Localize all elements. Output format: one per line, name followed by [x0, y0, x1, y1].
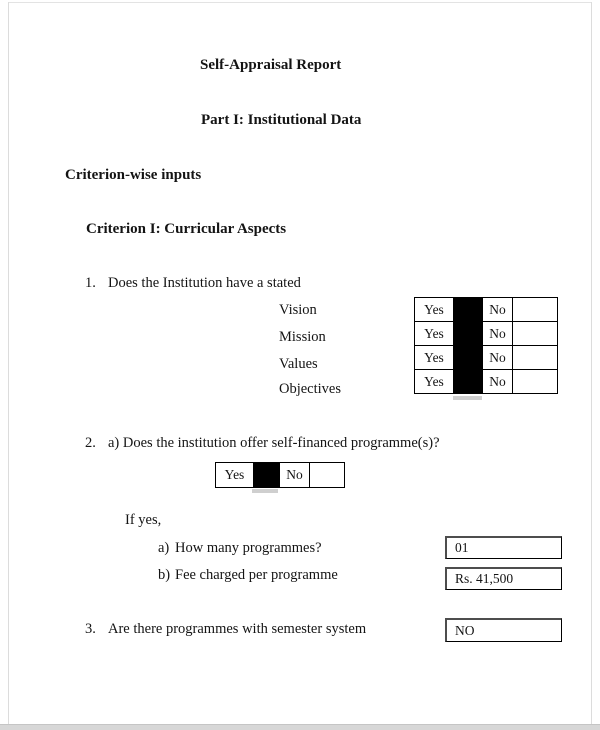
q1-mission-no-checkbox-empty[interactable]	[513, 322, 558, 346]
q1-values-no-checkbox-empty[interactable]	[513, 346, 558, 370]
q2-if-yes-label: If yes,	[125, 512, 162, 528]
q2a-answer-field[interactable]: 01	[445, 536, 562, 559]
q1-objectives-yes-label: Yes	[415, 370, 454, 394]
q2-yes-no-table	[215, 462, 345, 488]
question-3-number: 3.	[85, 621, 96, 637]
q1-values-yes-label: Yes	[415, 346, 454, 370]
question-1-text: Does the Institution have a stated	[108, 275, 301, 291]
question-3-text: Are there programmes with semester system	[108, 621, 367, 637]
q2-no-checkbox-empty[interactable]	[310, 463, 345, 488]
q1-values-yes-checkbox-filled[interactable]	[454, 346, 483, 370]
question-1-number: 1.	[85, 275, 96, 291]
q2-sub-a-text: How many programmes?	[175, 540, 322, 556]
q1-objectives-no-checkbox-empty[interactable]	[513, 370, 558, 394]
question-2	[85, 435, 440, 452]
q1-mission-yes-label: Yes	[415, 322, 454, 346]
q1-vision-yes-checkbox-filled[interactable]	[454, 298, 483, 322]
q1-vision-yes-label: Yes	[415, 298, 454, 322]
table-row	[216, 463, 345, 488]
q1-mission-yes-checkbox-filled[interactable]	[454, 322, 483, 346]
page-edge-top	[8, 2, 592, 3]
question-2-number: 2.	[85, 435, 96, 451]
q2-sub-b-letter: b)	[158, 567, 171, 583]
section-heading: Criterion-wise inputs	[65, 167, 202, 183]
q1-yes-no-table	[414, 297, 558, 394]
question-3	[85, 621, 366, 638]
q2-sub-a-letter: a)	[158, 540, 170, 556]
question-1	[85, 275, 301, 292]
q1-values-no-label: No	[483, 346, 513, 370]
q1-objectives-no-label: No	[483, 370, 513, 394]
q1-objectives-yes-checkbox-filled[interactable]	[454, 370, 483, 394]
criterion-heading: Criterion I: Curricular Aspects	[86, 221, 287, 237]
q1-label-mission: Mission	[279, 329, 326, 345]
report-title: Self-Appraisal Report	[200, 57, 342, 73]
question-2-text: a) Does the institution offer self-financed programme(s)?	[108, 435, 440, 451]
q2-sub-b	[158, 567, 338, 584]
checkbox-shadow	[453, 396, 482, 400]
table-row	[415, 322, 558, 346]
q2-yes-checkbox-filled[interactable]	[254, 463, 280, 488]
q1-mission-no-label: No	[483, 322, 513, 346]
q3-answer-field[interactable]: NO	[445, 618, 562, 642]
q1-vision-no-label: No	[483, 298, 513, 322]
q2-sub-b-text: Fee charged per programme	[175, 567, 338, 583]
q1-vision-no-checkbox-empty[interactable]	[513, 298, 558, 322]
checkbox-shadow	[252, 489, 278, 493]
q1-label-vision: Vision	[279, 302, 317, 318]
table-row	[415, 370, 558, 394]
q1-label-objectives: Objectives	[279, 381, 342, 397]
table-row	[415, 346, 558, 370]
part-heading: Part I: Institutional Data	[201, 112, 362, 128]
page-bottom-strip	[0, 724, 600, 730]
page-edge-right	[591, 2, 592, 725]
q2-sub-a	[158, 540, 322, 557]
q1-label-values: Values	[279, 356, 318, 372]
q2-yes-label: Yes	[216, 463, 254, 488]
q2-no-label: No	[280, 463, 310, 488]
q2b-answer-field[interactable]: Rs. 41,500	[445, 567, 562, 590]
table-row	[415, 298, 558, 322]
page-edge-left	[8, 2, 9, 725]
